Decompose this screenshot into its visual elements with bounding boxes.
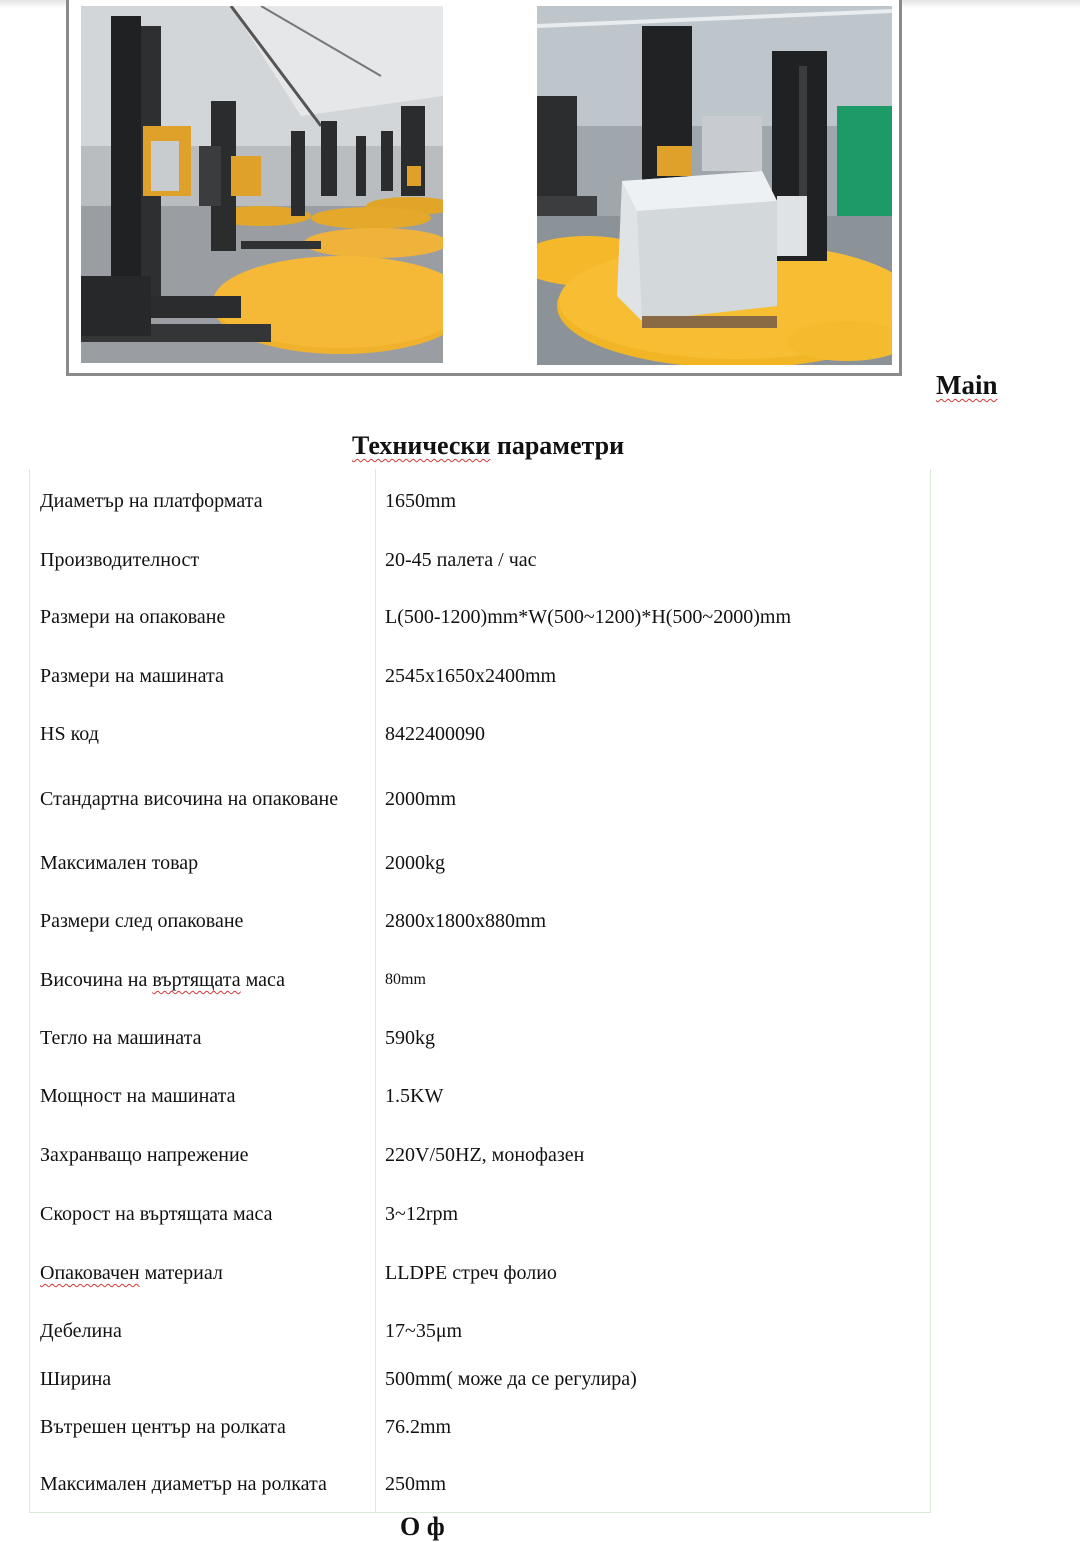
table-row <box>30 1125 930 1185</box>
table-row <box>30 1359 930 1399</box>
param-cell: Размери на опаковане <box>40 606 226 628</box>
param-cell: Опаковачен материал <box>40 1243 370 1303</box>
value-cell: 2545x1650x2400mm <box>385 665 557 687</box>
value-cell: 500mm( може да се регулира) <box>385 1368 637 1390</box>
value-cell: 250mm <box>385 1473 447 1495</box>
table-row <box>30 469 930 533</box>
value-cell: 1.5KW <box>385 1085 444 1107</box>
param-cell: Максимален диаметър на ролката <box>40 1473 327 1495</box>
table-row <box>30 835 930 891</box>
value-cell: 220V/50HZ, монофазен <box>385 1144 585 1166</box>
param-cell: Ширина <box>40 1368 112 1390</box>
misspelled-word: Опаковачен <box>40 1262 140 1284</box>
param-cell: Мощност на машината <box>40 1085 236 1107</box>
value-cell: 20-45 палета / час <box>385 549 537 571</box>
section-title-word-1: Технически <box>352 431 491 460</box>
main-label: Main <box>936 370 998 400</box>
table-row <box>30 1067 930 1125</box>
table-row <box>30 1303 930 1359</box>
table-row <box>30 587 930 647</box>
specs-table <box>29 469 931 1513</box>
value-cell: 2000mm <box>385 788 457 810</box>
param-cell: Диаметър на платформата <box>40 490 263 512</box>
table-row <box>30 647 930 705</box>
param-cell: Производителност <box>40 549 200 571</box>
value-cell: LLDPE стреч фолио <box>385 1262 557 1284</box>
table-row <box>30 1009 930 1067</box>
param-cell: Дебелина <box>40 1320 122 1342</box>
table-row <box>30 1399 930 1455</box>
param-cell: Тегло на машината <box>40 1027 202 1049</box>
misspelled-word: въртящата <box>152 969 241 991</box>
table-row <box>30 533 930 587</box>
param-cell: Стандартна височина на опаковане <box>40 788 339 810</box>
value-cell: 17~35μm <box>385 1320 463 1342</box>
section-title-word-2: параметри <box>496 431 625 460</box>
value-cell: 80mm <box>385 971 426 988</box>
value-cell: 3~12rpm <box>385 1203 459 1225</box>
table-row <box>30 763 930 835</box>
param-cell: Максимален товар <box>40 852 199 874</box>
table-row <box>30 951 930 1009</box>
photo-wrapped-pallet <box>537 6 892 365</box>
param-cell: Размери на машината <box>40 665 224 687</box>
param-cell: Вътрешен център на ролката <box>40 1416 286 1438</box>
cut-off-heading: О ф <box>400 1512 445 1541</box>
param-cell: HS код <box>40 723 99 745</box>
table-row <box>30 891 930 951</box>
param-cell: Височина на въртящата маса <box>40 951 370 1009</box>
value-cell: 8422400090 <box>385 723 485 745</box>
section-title <box>352 431 624 461</box>
value-cell: 2800x1800x880mm <box>385 910 547 932</box>
value-cell: 2000kg <box>385 852 445 874</box>
table-row <box>30 1185 930 1243</box>
photo-machines-row <box>81 6 443 363</box>
value-cell: 1650mm <box>385 490 457 512</box>
table-row <box>30 1455 930 1513</box>
table-row <box>30 1243 930 1303</box>
value-cell: L(500-1200)mm*W(500~1200)*H(500~2000)mm <box>385 606 792 628</box>
param-cell: Скорост на въртящата маса <box>40 1203 273 1225</box>
param-cell: Захранващо напрежение <box>40 1144 249 1166</box>
param-cell: Размери след опаковане <box>40 910 244 932</box>
value-cell: 76.2mm <box>385 1416 452 1438</box>
value-cell: 590kg <box>385 1027 435 1049</box>
table-row <box>30 705 930 763</box>
photo-frame <box>66 0 902 376</box>
